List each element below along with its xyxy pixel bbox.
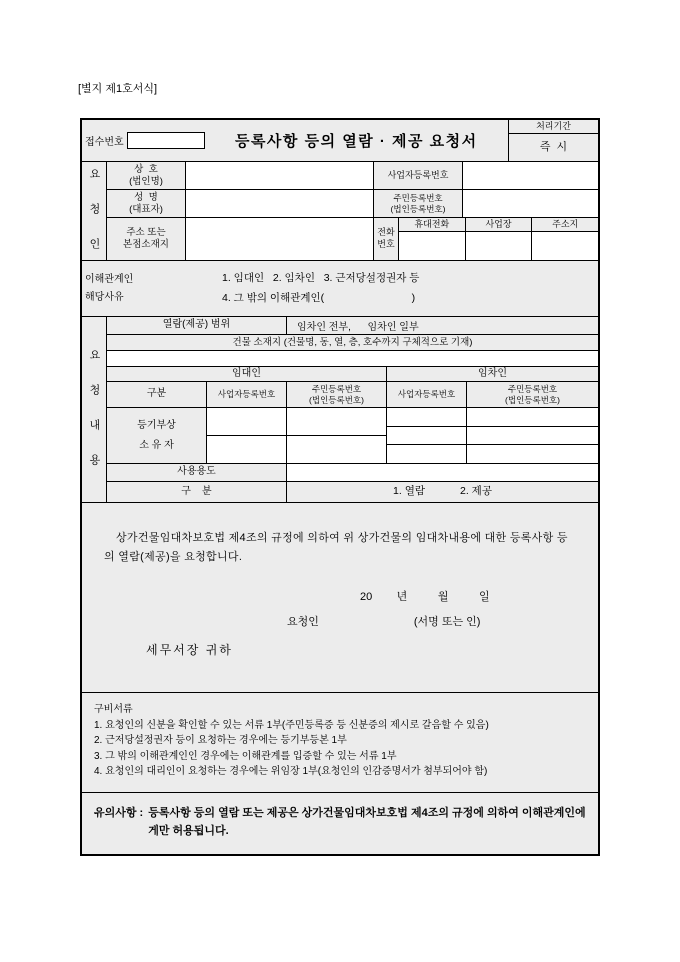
form-title: 등록사항 등의 열람 · 제공 요청서 xyxy=(234,133,478,150)
signer-line xyxy=(82,613,598,629)
trade-name-sublabel: (법인명) xyxy=(129,175,163,187)
date-line: 20 년 월 일 xyxy=(360,591,490,604)
lessee-resident-no-cells xyxy=(467,408,598,463)
lessor-resident-no-input-2[interactable] xyxy=(287,436,386,463)
trade-name-input[interactable] xyxy=(186,162,374,189)
requester-section-label: 요 청 인 xyxy=(82,162,107,260)
workplace-phone-label: 사업장 xyxy=(466,218,533,231)
trade-name-label-cell xyxy=(107,162,186,189)
interest-reason-label-line2: 해당사유 xyxy=(85,291,124,303)
usage-label: 사용용도 xyxy=(107,464,287,481)
lessor-resident-no-input-1[interactable] xyxy=(287,408,386,436)
address-label-cell xyxy=(107,218,186,260)
documents-section xyxy=(82,693,598,793)
receipt-number-input[interactable] xyxy=(127,132,205,149)
interest-options xyxy=(150,269,598,309)
lessee-resident-no-input-2[interactable] xyxy=(467,427,598,445)
signer-label: 요청인 xyxy=(287,616,319,629)
interest-options-line1: 1. 임대인 2. 임차인 3. 근저당설정권자 등 xyxy=(222,271,420,284)
lessee-resident-no-column-label xyxy=(467,382,598,407)
resident-no-sublabel: (법인등록번호) xyxy=(390,203,446,214)
workplace-phone-input[interactable] xyxy=(466,232,533,260)
lessor-business-no-input-1[interactable] xyxy=(207,408,286,436)
interest-reason-label-line1: 이해관계인 xyxy=(85,273,134,285)
phone-label: 전화번호 xyxy=(374,218,399,260)
lessor-business-no-input-2[interactable] xyxy=(207,436,286,463)
lessor-header: 임대인 xyxy=(107,367,387,381)
registered-owner-label-line2: 소 유 자 xyxy=(139,439,174,451)
party-header-row xyxy=(107,367,598,382)
address-input[interactable] xyxy=(186,218,374,260)
lessee-resident-no-input-3[interactable] xyxy=(467,445,598,463)
request-form xyxy=(80,118,600,856)
request-content-section xyxy=(82,317,598,503)
documents-item-2: 2. 근저당설정권자 등이 요청하는 경우에는 등기부등본 1부 xyxy=(94,735,347,746)
name-sublabel: (대표자) xyxy=(129,203,163,215)
recipient: 세무서장 귀하 xyxy=(146,643,233,658)
notice-label: 유의사항 : xyxy=(94,806,144,819)
scope-row xyxy=(107,317,598,335)
lessee-business-no-column-label: 사업자등록번호 xyxy=(387,382,467,407)
notice-section xyxy=(82,793,598,854)
lessee-header: 임차인 xyxy=(478,367,507,379)
lessor-resident-no-line1: 주민등록번호 xyxy=(311,383,362,394)
usage-input[interactable] xyxy=(287,464,598,481)
resident-no-label-cell xyxy=(374,190,463,217)
statement-text: 상가건물임대차보호법 제4조의 규정에 의하여 위 상가건물의 임대차내용에 대한 등록사항 등의 열람(제공)을 요청합니다. xyxy=(104,532,568,563)
lessor-business-no-column-label: 사업자등록번호 xyxy=(207,382,287,407)
lessee-resident-no-line1: 주민등록번호 xyxy=(507,383,558,394)
category-options: 1. 열람 2. 제공 xyxy=(393,485,492,498)
form-code: [별지 제1호서식] xyxy=(78,83,158,95)
signature-note: (서명 또는 인) xyxy=(413,616,481,629)
documents-item-3: 3. 그 밖의 이해관계인인 경우에는 이해관계를 입증할 수 있는 서류 1부 xyxy=(94,750,397,762)
documents-item-1: 1. 요청인의 신분을 확인할 수 있는 서류 1부(주민등록증 등 신분증의 제시로 갈음할 수 있음) xyxy=(94,719,489,731)
statement-section xyxy=(82,529,598,693)
lessee-resident-no-input-1[interactable] xyxy=(467,408,598,427)
building-address-input[interactable] xyxy=(107,351,598,367)
interest-reason-label-cell xyxy=(82,271,150,307)
scope-label: 열람(제공) 범위 xyxy=(107,317,287,334)
documents-title: 구비서류 xyxy=(94,704,133,715)
processing-period-value: 즉 시 xyxy=(539,140,568,153)
name-input[interactable] xyxy=(186,190,374,217)
requester-section xyxy=(82,162,598,317)
scope-value: 임차인 전부, 임차인 일부 xyxy=(297,322,419,333)
category-column-label: 구분 xyxy=(107,382,207,407)
lessor-resident-no-column-label xyxy=(287,382,387,407)
trade-name-row xyxy=(107,162,598,190)
mobile-phone-label: 휴대전화 xyxy=(399,218,466,231)
request-content-section-label: 요 청 내 용 xyxy=(82,317,107,502)
registered-owner-band xyxy=(107,408,598,464)
lessee-resident-no-line2: (법인등록번호) xyxy=(505,394,560,405)
lessor-business-no-cells xyxy=(207,408,287,463)
lessee-business-no-input-1[interactable] xyxy=(387,408,466,427)
lessor-resident-no-line2: (법인등록번호) xyxy=(309,394,364,405)
lessee-business-no-cells xyxy=(387,408,467,463)
address-phone-label: 주소지 xyxy=(552,218,579,229)
resident-no-label: 주민등록번호 xyxy=(393,192,443,203)
address-label-line2: 본점소재지 xyxy=(123,239,169,250)
form-header xyxy=(82,120,598,162)
usage-row xyxy=(107,464,598,482)
business-no-label: 사업자등록번호 xyxy=(374,162,463,189)
interest-reason-row xyxy=(82,261,598,317)
category-label: 구 분 xyxy=(107,482,287,502)
name-label-cell xyxy=(107,190,186,217)
processing-period-label: 처리기간 xyxy=(509,120,598,134)
documents-item-4: 4. 요청인의 대리인이 요청하는 경우에는 위임장 1부(요청인의 인감증명서가 첨부되어야 함) xyxy=(94,766,488,777)
mobile-phone-input[interactable] xyxy=(399,232,466,260)
interest-options-line2: 4. 그 밖의 이해관계인( ) xyxy=(222,291,416,304)
category-row xyxy=(107,482,598,502)
name-row xyxy=(107,190,598,218)
trade-name-label: 상 호 xyxy=(134,163,158,175)
registered-owner-label-line1: 등기부상 xyxy=(137,419,176,431)
notice-text: 등록사항 등의 열람 또는 제공은 상가건물임대차보호법 제4조의 규정에 의하여 이해관계인에게만 허용됩니다. xyxy=(148,806,586,838)
business-no-input[interactable] xyxy=(463,162,598,189)
lessor-resident-no-cells xyxy=(287,408,387,463)
phone-columns xyxy=(399,218,598,260)
name-label: 성 명 xyxy=(134,191,158,203)
processing-period-box xyxy=(509,120,598,161)
address-phone-input[interactable] xyxy=(532,232,598,260)
lessee-business-no-input-2[interactable] xyxy=(387,427,466,445)
address-phone-row xyxy=(107,218,598,260)
form-header-left xyxy=(82,120,509,161)
column-header-row xyxy=(107,382,598,408)
resident-no-input[interactable] xyxy=(463,190,598,217)
registered-owner-label xyxy=(107,408,207,463)
lessee-business-no-input-3[interactable] xyxy=(387,445,466,463)
building-location-header: 건물 소재지 (건물명, 동, 열, 층, 호수까지 구체적으로 기재) xyxy=(107,335,598,351)
address-label-line1: 주소 또는 xyxy=(126,227,166,239)
receipt-number-label: 접수번호 xyxy=(85,137,124,148)
